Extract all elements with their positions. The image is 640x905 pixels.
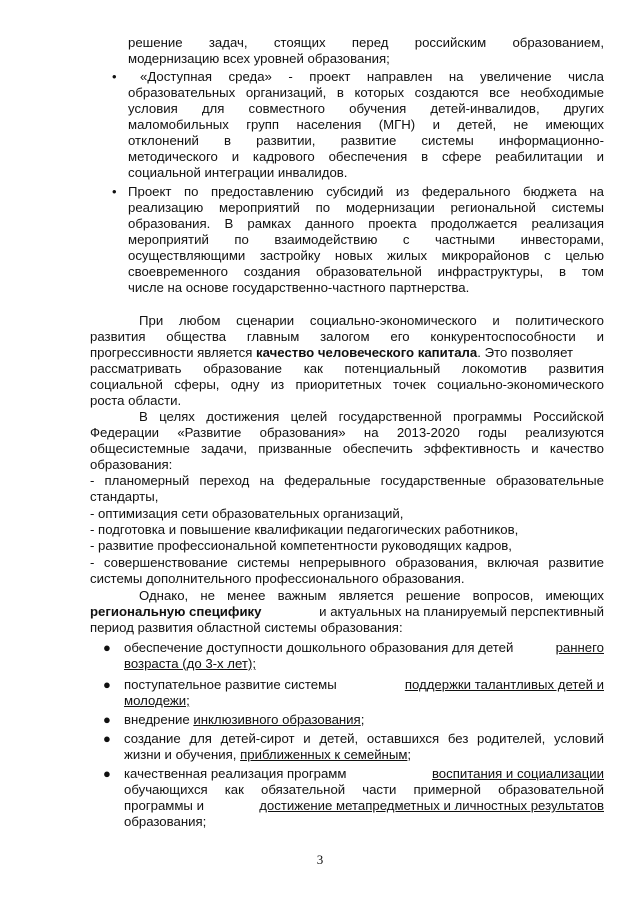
page-number: 3 [316,852,324,867]
text-line [124,656,256,672]
text-line: стандарты, [90,489,159,504]
bullet-icon: ● [103,640,111,655]
text-line: прогрессивности является качество человеческого капитала. Это позволяет [90,345,574,360]
text-line: решение задач, стоящих перед российским образованием, [128,35,604,50]
text-line: мероприятий по взаимодействию с частными инвесторами, [128,232,604,247]
text-line: развития общества главным залогом его конкурентоспособности и [90,329,604,344]
bullet-icon: • [112,184,117,199]
text-line: осуществляющими застройку новых жилых микрорайонов с целью [128,248,604,263]
text-line: своевременного создания образовательной инфраструктуры, в том [128,264,604,279]
text-line: «Доступная среда» - проект направлен на увеличение числа [140,69,604,84]
text-line: период развития областной системы образования: [90,620,403,635]
text-line: обеспечение доступности дошкольного образования для детей раннего [124,640,604,655]
underlined-phrase: молодежи; [124,693,190,708]
bullet-icon: ● [103,677,111,692]
text-line: образования: [90,457,173,472]
text-line: жизни и обучения, приближенных к семейным; [124,747,412,762]
bullet-icon: ● [103,766,111,781]
text-line: Федерации «Развитие образования» на 2013-2020 годы реализуются [90,425,604,440]
text-line: - подготовка и повышение квалификации педагогических работников, [90,522,519,537]
underlined-phrase: поддержки талантливых детей и [404,677,604,692]
text-line: - планомерный переход на федеральные государственные образовательные [90,473,604,488]
underlined-phrase: достижение метапредметных и личностных результатов [259,798,604,813]
text-line: качественная реализация программ воспитания и социализации [124,766,604,781]
underlined-phrase: приближенных к семейным [240,747,408,762]
underlined-phrase: возраста (до 3-х лет); [124,656,256,671]
text-line: общесистемные задачи, призванные обеспечить эффективность и качество [90,441,604,456]
text-line: роста области. [90,393,182,408]
text-line: Проект по предоставлению субсидий из федерального бюджета на [128,184,604,199]
text-line: условия для совместного обучения детей-инвалидов, других [128,101,604,116]
text-line: модернизацию всех уровней образования; [128,51,390,66]
text-line: - развитие профессиональной компетентности руководящих кадров, [90,538,512,553]
text-line: обучающихся как обязательной части примерной образовательной [124,782,604,797]
text-line: рассматривать образование как потенциальный локомотив развития [90,361,604,376]
text-line: программы и достижение метапредметных и личностных результатов [124,798,604,813]
text-line: методического и кадрового обеспечения в сфере реабилитации и [128,149,604,164]
underlined-phrase: воспитания и социализации [431,766,604,781]
text-line [124,693,190,709]
text-line: числе на основе государственно-частного партнерства. [128,280,470,295]
text-line: реализацию мероприятий по модернизации региональной системы [128,200,604,215]
text-line: создание для детей-сирот и детей, оставшихся без родителей, условий [124,731,604,746]
bold-phrase: качество человеческого капитала [256,345,478,360]
bullet-icon: ● [103,712,111,727]
text-line: - совершенствование системы непрерывного образования, включая развитие [90,555,604,570]
bullet-icon: ● [103,731,111,746]
text-line: отклонений в развитии, развитие системы информационно- [128,133,604,148]
text-line: маломобильных групп населения (МГН) и детей, не имеющих [128,117,604,132]
bullet-icon: • [112,69,117,84]
bold-phrase: региональную специфику [90,604,262,619]
text-line: региональную специфику и актуальных на планируемый перспективный [90,604,604,619]
text-line: - оптимизация сети образовательных организаций, [90,506,404,521]
text-line: образования; [124,814,207,829]
text-line: При любом сценарии социально-экономического и политического [139,313,604,328]
text-line: внедрение инклюзивного образования; [124,712,365,727]
text-line: Однако, не менее важным является решение вопросов, имеющих [139,588,604,603]
underlined-phrase: раннего [555,640,604,655]
text-line: социальной сферы, одну из приоритетных точек социально-экономического [90,377,604,392]
text-line: системы дополнительного профессионального образования. [90,571,465,586]
text-line: поступательное развитие системы поддержки талантливых детей и [124,677,604,692]
text-line: образовательных организаций, в которых создаются все необходимые [128,85,604,100]
text-line: социальной интеграции инвалидов. [128,165,348,180]
text-line: образования. В рамках данного проекта продолжается реализация [128,216,604,231]
underlined-phrase: инклюзивного образования [193,712,361,727]
text-line: В целях достижения целей государственной программы Российской [139,409,604,424]
